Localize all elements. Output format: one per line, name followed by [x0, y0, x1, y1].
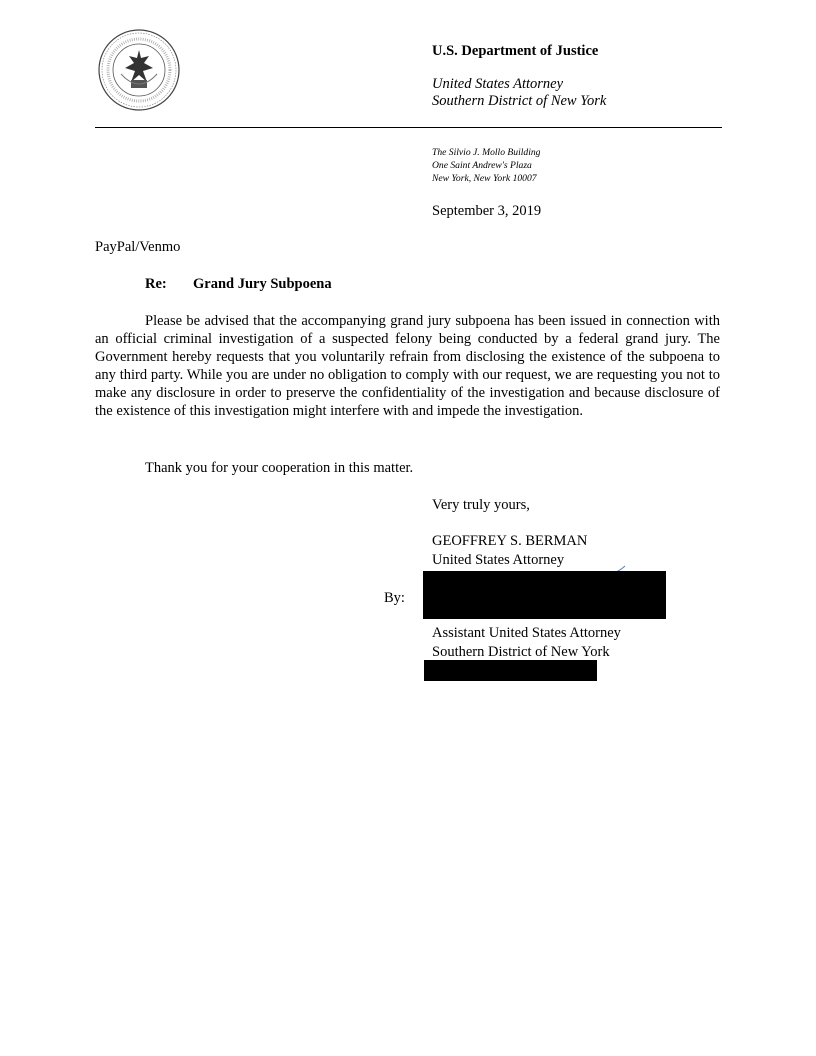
letter-date: September 3, 2019 — [432, 203, 542, 219]
office-line-1: United States Attorney — [432, 76, 564, 92]
office-address — [432, 146, 540, 185]
recipient: PayPal/Venmo — [95, 239, 181, 255]
redaction-contact — [424, 660, 597, 681]
redaction-signature — [423, 571, 666, 619]
office-name — [432, 76, 606, 110]
thanks-line: Thank you for your cooperation in this matter. — [145, 460, 414, 476]
assistant-title: Assistant United States Attorney — [432, 625, 621, 641]
address-line-2: One Saint Andrew's Plaza — [432, 160, 532, 171]
department-name: U.S. Department of Justice — [432, 43, 599, 59]
doj-seal-icon — [97, 28, 181, 112]
assistant-block — [432, 624, 621, 662]
letterhead-divider — [95, 127, 722, 128]
address-line-1: The Silvio J. Mollo Building — [432, 147, 541, 158]
office-line-2: Southern District of New York — [432, 93, 607, 109]
re-label: Re: — [145, 276, 167, 292]
re-subject: Grand Jury Subpoena — [193, 276, 332, 292]
signer-name: GEOFFREY S. BERMAN — [432, 533, 588, 549]
address-line-3: New York, New York 10007 — [432, 173, 537, 184]
body-paragraph: Please be advised that the accompanying grand jury subpoena has been issued in connection with an official criminal investigation of a suspected felony being conducted by a federal grand jury. The Government hereby requests that you voluntarily refrain from disclosing the existence of the subpoena to any third party. While you are under no obligation to comply with our request, we are requesting you not to make any disclosure in order to preserve the confidentiality of the investigation and because disclosure of the existence of this investigation might interfere with and impede the investigation. — [95, 313, 720, 419]
signer-title: United States Attorney — [432, 552, 565, 568]
by-label: By: — [384, 590, 405, 606]
assistant-district: Southern District of New York — [432, 644, 610, 660]
closing: Very truly yours, — [432, 497, 530, 513]
